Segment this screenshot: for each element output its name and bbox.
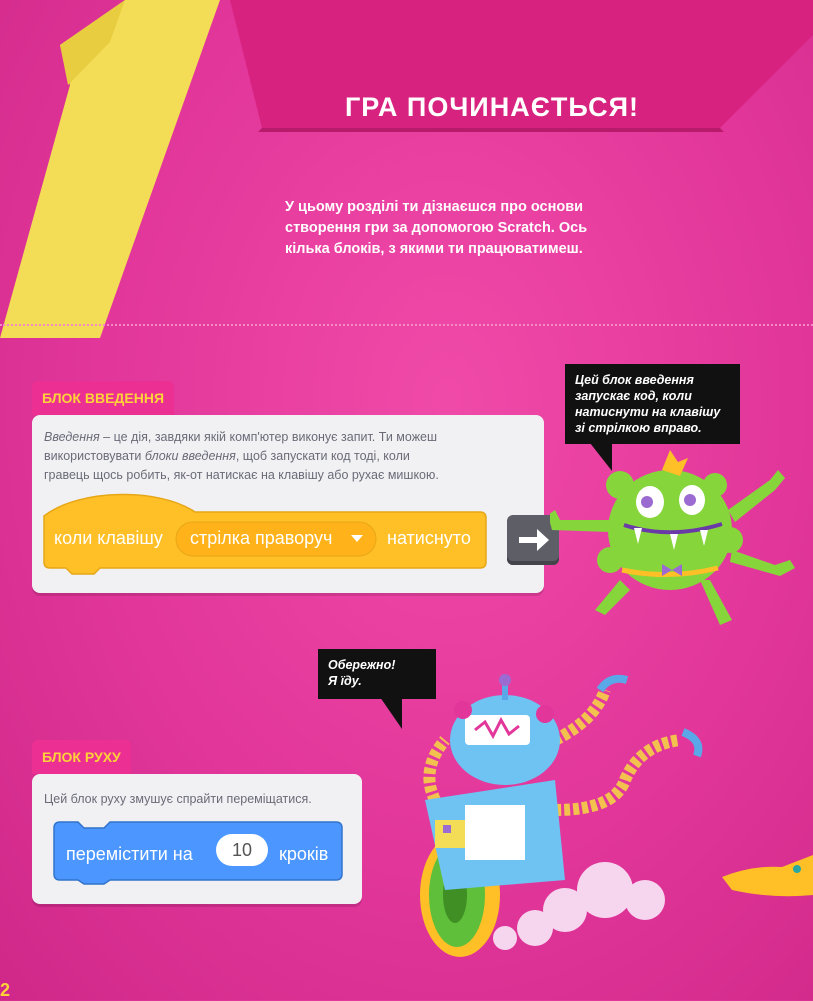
page-number: 2 <box>0 980 11 1000</box>
section-divider <box>0 324 813 326</box>
block-label-pressed: натиснуто <box>387 528 471 548</box>
monster-speech-bubble: Цей блок введення запускає код, коли натиснути на клавішу зі стрілкою вправо. <box>565 364 740 444</box>
green-monster-illustration <box>550 440 810 640</box>
dropdown-triangle-icon <box>350 534 364 544</box>
key-dropdown[interactable]: стрілка праворуч <box>190 528 333 548</box>
steps-input[interactable]: 10 <box>231 840 253 860</box>
motion-block-tag: БЛОК РУХУ <box>32 740 131 774</box>
block-label-move: перемістити на <box>66 844 193 864</box>
page-title: ГРА ПОЧИНАЄТЬСЯ! <box>344 92 640 122</box>
block-label-when-key: коли клавішу <box>54 528 163 548</box>
motion-block-description: Цей блок руху змушує спрайти переміщатися. <box>44 792 312 806</box>
yellow-bird-illustration <box>722 855 813 900</box>
input-block-tag: БЛОК ВВЕДЕННЯ <box>32 381 174 415</box>
intro-text: У цьому розділі ти дізнаєшся про основи створення гри за допомогою Scratch. Ось кілька блоків, з якими ти працюватимеш. <box>285 199 588 257</box>
block-label-steps: кроків <box>279 844 329 864</box>
robot-speech-bubble: Обережно! Я їду. <box>318 649 436 699</box>
robot-illustration <box>405 670 735 970</box>
input-block-description: Введення – це дія, завдяки якій комп'ютер виконує запит. Ти можеш використовувати блоки введення, щоб запускати код тоді, коли гравець щось робить, як-от натискає на клавішу або рухає мишкою. <box>44 430 439 482</box>
